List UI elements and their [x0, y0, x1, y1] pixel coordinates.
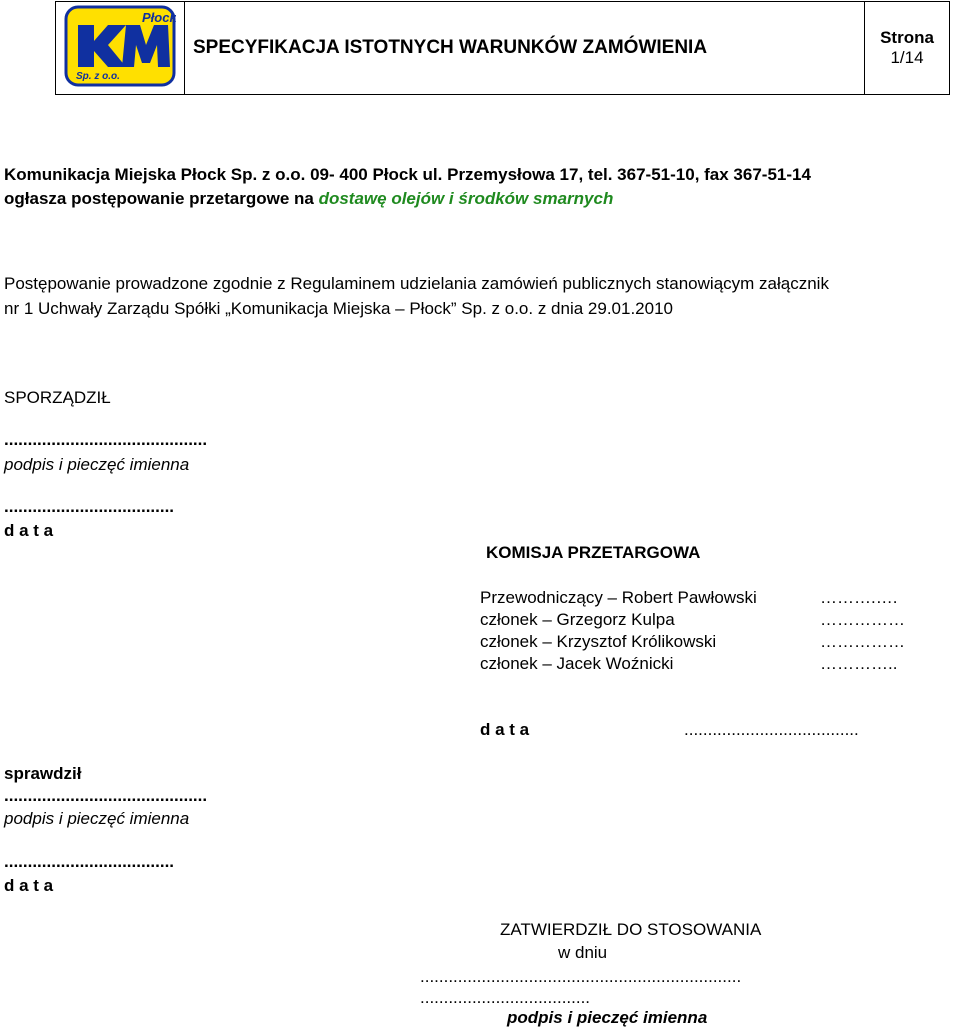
intro-prefix: ogłasza postępowanie przetargowe na: [4, 189, 314, 208]
committee-member-dots: ……….….: [820, 588, 898, 607]
checked-date-dots: ....................................: [4, 852, 175, 871]
procedure-line-1: Postępowanie prowadzone zgodnie z Regulaminem udzielania zamówień publicznych stanowiącym załącznik: [4, 274, 829, 293]
header-table: [55, 1, 950, 95]
approved-label: ZATWIERDZIŁ DO STOSOWANIA: [500, 920, 762, 939]
committee-date-dots: .....................................: [684, 720, 859, 739]
page-label: Strona: [880, 28, 934, 47]
committee-member: członek – Krzysztof Królikowski: [480, 632, 717, 651]
committee-member-dots: ……………: [820, 610, 905, 629]
approved-dots-1: ....................................................................: [420, 967, 742, 986]
logo-sub-text: Sp. z o.o.: [76, 70, 120, 82]
checked-signature-label: podpis i pieczęć imienna: [4, 809, 190, 828]
committee-title: KOMISJA PRZETARGOWA: [486, 543, 701, 562]
approved-dots-2: ....................................: [420, 988, 591, 1007]
committee-member: członek – Grzegorz Kulpa: [480, 610, 675, 629]
approved-sub: w dniu: [558, 943, 608, 962]
page-indicator: [865, 2, 950, 95]
checked-date-label: d a t a: [4, 876, 54, 895]
page-number: 1/14: [890, 48, 924, 67]
approved-signature-label: podpis i pieczęć imienna: [507, 1008, 708, 1027]
procedure-line-2: nr 1 Uchwały Zarządu Spółki „Komunikacja Miejska – Płock” Sp. z o.o. z dnia 29.01.2010: [4, 299, 673, 318]
prepared-signature-label: podpis i pieczęć imienna: [4, 455, 190, 474]
committee-date-label: d a t a: [480, 720, 530, 739]
intro-line-2: [4, 189, 613, 209]
document-title: SPECYFIKACJA ISTOTNYCH WARUNKÓW ZAMÓWIENIA: [185, 2, 865, 95]
committee-member: Przewodniczący – Robert Pawłowski: [480, 588, 757, 607]
prepared-date-label: d a t a: [4, 521, 54, 540]
prepared-label: SPORZĄDZIŁ: [4, 388, 111, 407]
committee-member-dots: ……………: [820, 632, 905, 651]
company-logo: [64, 5, 176, 87]
checked-signature-dots: ...........................................: [4, 786, 208, 805]
prepared-signature-dots: ...........................................: [4, 430, 208, 449]
intro-line-1: Komunikacja Miejska Płock Sp. z o.o. 09- 400 Płock ul. Przemysłowa 17, tel. 367-51-10, fax 367-51-14: [4, 165, 811, 184]
tender-subject: dostawę olejów i środków smarnych: [318, 189, 614, 208]
checked-label: sprawdził: [4, 764, 82, 783]
committee-member: członek – Jacek Woźnicki: [480, 654, 674, 673]
prepared-date-dots: ....................................: [4, 497, 175, 516]
logo-top-text: Płock: [142, 9, 176, 25]
logo-cell: [56, 2, 185, 95]
committee-member-dots: …………..: [820, 654, 898, 673]
